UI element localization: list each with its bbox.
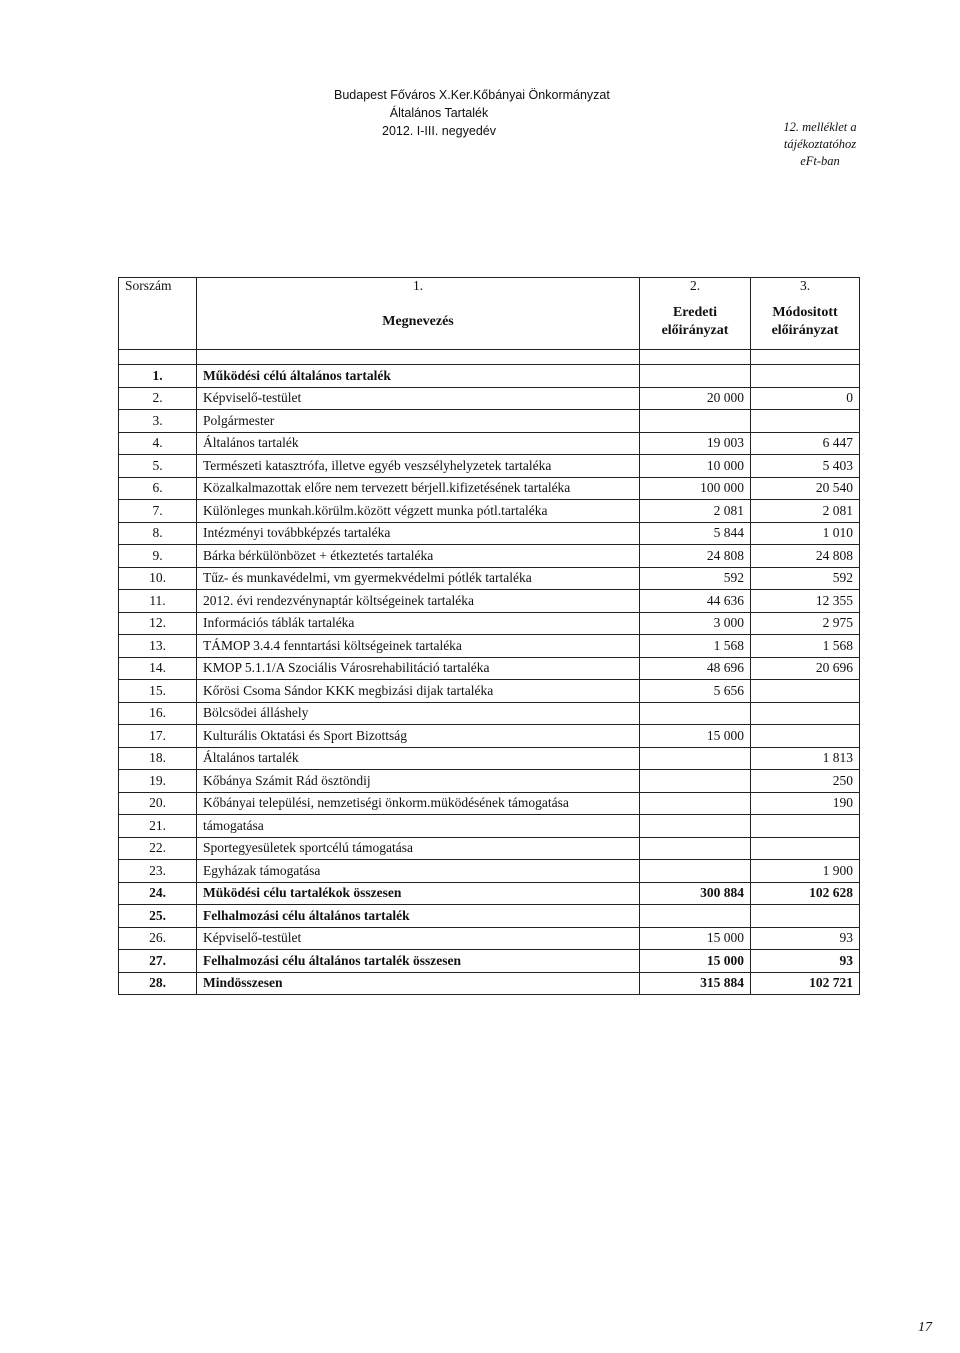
row-modified-cell: 1 900: [751, 860, 860, 883]
row-modified-cell: [751, 725, 860, 748]
row-original-cell: [640, 365, 751, 388]
col-3-number: 3.: [751, 278, 860, 295]
row-name-cell: Bárka bérkülönbözet + étkeztetés tartaléka: [197, 545, 640, 568]
table-row: [119, 387, 860, 410]
row-original-cell: [640, 837, 751, 860]
table-row: [119, 410, 860, 433]
row-number-cell: 27.: [119, 950, 197, 973]
annex-note: [770, 119, 870, 170]
col-eredeti-header: [640, 294, 751, 350]
row-number-cell: 28.: [119, 972, 197, 995]
table-row: [119, 590, 860, 613]
row-original-cell: 19 003: [640, 432, 751, 455]
row-name-cell: Különleges munkah.körülm.között végzett munka pótl.tartaléka: [197, 500, 640, 523]
row-original-cell: 15 000: [640, 927, 751, 950]
row-name-cell: KMOP 5.1.1/A Szociális Városrehabilitáció tartaléka: [197, 657, 640, 680]
table-row: [119, 725, 860, 748]
row-modified-cell: 592: [751, 567, 860, 590]
row-number-cell: 12.: [119, 612, 197, 635]
row-modified-cell: 190: [751, 792, 860, 815]
row-number-cell: 21.: [119, 815, 197, 838]
row-modified-cell: 250: [751, 770, 860, 793]
table-row: [119, 950, 860, 973]
table-row: [119, 792, 860, 815]
col-1-number: 1.: [197, 278, 640, 295]
row-number-cell: 9.: [119, 545, 197, 568]
row-modified-cell: 20 540: [751, 477, 860, 500]
row-number-cell: 8.: [119, 522, 197, 545]
row-number-cell: 1.: [119, 365, 197, 388]
row-number-cell: 19.: [119, 770, 197, 793]
row-number-cell: 25.: [119, 905, 197, 928]
row-name-cell: Polgármester: [197, 410, 640, 433]
table-row: [119, 815, 860, 838]
row-modified-cell: [751, 905, 860, 928]
row-modified-cell: 6 447: [751, 432, 860, 455]
row-number-cell: 24.: [119, 882, 197, 905]
row-name-cell: Természeti katasztrófa, illetve egyéb veszsélyhelyzetek tartaléka: [197, 455, 640, 478]
row-original-cell: 2 081: [640, 500, 751, 523]
table-spacer-row: [119, 350, 860, 365]
row-name-cell: Felhalmozási célu általános tartalék: [197, 905, 640, 928]
row-original-cell: 3 000: [640, 612, 751, 635]
header-line-period: 2012. I-III. negyedév: [382, 124, 496, 138]
row-name-cell: Sportegyesületek sportcélú támogatása: [197, 837, 640, 860]
row-original-cell: [640, 905, 751, 928]
row-number-cell: 7.: [119, 500, 197, 523]
document-header: [334, 86, 610, 140]
row-original-cell: 100 000: [640, 477, 751, 500]
row-modified-cell: 2 081: [751, 500, 860, 523]
row-original-cell: 15 000: [640, 725, 751, 748]
row-name-cell: Általános tartalék: [197, 432, 640, 455]
col-modositott-label-b: előirányzat: [771, 322, 839, 338]
row-original-cell: 1 568: [640, 635, 751, 658]
row-original-cell: 300 884: [640, 882, 751, 905]
row-original-cell: [640, 747, 751, 770]
row-number-cell: 10.: [119, 567, 197, 590]
row-name-cell: TÁMOP 3.4.4 fenntartási költségeinek tartaléka: [197, 635, 640, 658]
table-row: [119, 612, 860, 635]
row-number-cell: 15.: [119, 680, 197, 703]
row-name-cell: Intézményi továbbképzés tartaléka: [197, 522, 640, 545]
row-number-cell: 14.: [119, 657, 197, 680]
table-row: [119, 680, 860, 703]
row-name-cell: Müködési célu tartalékok összesen: [197, 882, 640, 905]
row-original-cell: [640, 702, 751, 725]
table-row: [119, 882, 860, 905]
col-modositott-label-a: Módositott: [772, 304, 838, 320]
table-row: [119, 770, 860, 793]
row-original-cell: [640, 792, 751, 815]
row-name-cell: Kőrösi Csoma Sándor KKK megbizási dijak tartaléka: [197, 680, 640, 703]
row-number-cell: 5.: [119, 455, 197, 478]
row-modified-cell: 2 975: [751, 612, 860, 635]
row-modified-cell: 102 721: [751, 972, 860, 995]
table-body: [119, 350, 860, 995]
row-original-cell: 592: [640, 567, 751, 590]
table-row: [119, 702, 860, 725]
row-name-cell: Kulturális Oktatási és Sport Bizottság: [197, 725, 640, 748]
row-name-cell: 2012. évi rendezvénynaptár költségeinek tartaléka: [197, 590, 640, 613]
table-row: [119, 927, 860, 950]
col-eredeti-label-b: előirányzat: [661, 322, 729, 338]
col-sorszam-header: Sorszám: [119, 278, 197, 295]
row-name-cell: Bölcsödei álláshely: [197, 702, 640, 725]
table-row: [119, 635, 860, 658]
col-modositott-header: [751, 294, 860, 350]
row-name-cell: Kőbánya Számit Rád ösztöndij: [197, 770, 640, 793]
row-original-cell: [640, 815, 751, 838]
row-number-cell: 18.: [119, 747, 197, 770]
row-original-cell: 5 656: [640, 680, 751, 703]
table-row: [119, 837, 860, 860]
row-number-cell: 23.: [119, 860, 197, 883]
row-original-cell: 10 000: [640, 455, 751, 478]
row-original-cell: [640, 770, 751, 793]
row-modified-cell: 24 808: [751, 545, 860, 568]
row-name-cell: Kőbányai települési, nemzetiségi önkorm.müködésének támogatása: [197, 792, 640, 815]
row-name-cell: Képviselő-testület: [197, 387, 640, 410]
table-row: [119, 500, 860, 523]
row-number-cell: 3.: [119, 410, 197, 433]
row-name-cell: Egyházak támogatása: [197, 860, 640, 883]
table-row: [119, 860, 860, 883]
row-name-cell: Tűz- és munkavédelmi, vm gyermekvédelmi pótlék tartaléka: [197, 567, 640, 590]
annex-note-line1: 12. melléklet a: [783, 120, 857, 134]
row-original-cell: 5 844: [640, 522, 751, 545]
row-number-cell: 26.: [119, 927, 197, 950]
row-modified-cell: [751, 410, 860, 433]
row-number-cell: 6.: [119, 477, 197, 500]
annex-note-unit: eFt-ban: [800, 154, 840, 168]
table-row: [119, 657, 860, 680]
row-number-cell: 13.: [119, 635, 197, 658]
row-original-cell: 20 000: [640, 387, 751, 410]
row-name-cell: Mindösszesen: [197, 972, 640, 995]
table-header-row-labels: [119, 294, 860, 350]
row-original-cell: 48 696: [640, 657, 751, 680]
col-sorszam-blank: [119, 294, 197, 350]
row-name-cell: Felhalmozási célu általános tartalék összesen: [197, 950, 640, 973]
row-name-cell: Működési célú általános tartalék: [197, 365, 640, 388]
table-row: [119, 455, 860, 478]
row-modified-cell: [751, 837, 860, 860]
row-name-cell: Közalkalmazottak előre nem tervezett bérjell.kifizetésének tartaléka: [197, 477, 640, 500]
row-modified-cell: 93: [751, 950, 860, 973]
page-mark: 17: [918, 1320, 932, 1335]
table-row: [119, 365, 860, 388]
row-name-cell: Általános tartalék: [197, 747, 640, 770]
row-modified-cell: 12 355: [751, 590, 860, 613]
row-original-cell: 24 808: [640, 545, 751, 568]
row-number-cell: 20.: [119, 792, 197, 815]
table-row: [119, 972, 860, 995]
annex-note-line2: tájékoztatóhoz: [783, 137, 857, 151]
row-name-cell: támogatása: [197, 815, 640, 838]
table-row: [119, 477, 860, 500]
row-modified-cell: 102 628: [751, 882, 860, 905]
table-row: [119, 432, 860, 455]
col-megnevezes-header: Megnevezés: [197, 294, 640, 350]
row-original-cell: 315 884: [640, 972, 751, 995]
row-modified-cell: 0: [751, 387, 860, 410]
row-number-cell: 11.: [119, 590, 197, 613]
row-original-cell: [640, 410, 751, 433]
row-number-cell: 4.: [119, 432, 197, 455]
row-modified-cell: [751, 680, 860, 703]
col-eredeti-label-a: Eredeti: [672, 304, 718, 320]
col-2-number: 2.: [640, 278, 751, 295]
table-row: [119, 747, 860, 770]
header-line-municipality: Budapest Főváros X.Ker.Kőbányai Önkormányzat: [334, 88, 610, 102]
row-modified-cell: [751, 702, 860, 725]
table-row: [119, 905, 860, 928]
row-number-cell: 16.: [119, 702, 197, 725]
row-modified-cell: [751, 365, 860, 388]
table-row: [119, 522, 860, 545]
row-modified-cell: 1 010: [751, 522, 860, 545]
row-original-cell: 44 636: [640, 590, 751, 613]
row-number-cell: 17.: [119, 725, 197, 748]
row-original-cell: 15 000: [640, 950, 751, 973]
row-number-cell: 22.: [119, 837, 197, 860]
row-modified-cell: 1 568: [751, 635, 860, 658]
header-line-reserve: Általános Tartalék: [389, 106, 489, 120]
row-modified-cell: [751, 815, 860, 838]
row-original-cell: [640, 860, 751, 883]
row-modified-cell: 1 813: [751, 747, 860, 770]
reserve-table: [118, 277, 860, 995]
table-row: [119, 545, 860, 568]
row-modified-cell: 20 696: [751, 657, 860, 680]
row-modified-cell: 93: [751, 927, 860, 950]
row-name-cell: Képviselő-testület: [197, 927, 640, 950]
table-header-row-numbers: [119, 278, 860, 295]
table-row: [119, 567, 860, 590]
row-name-cell: Információs táblák tartaléka: [197, 612, 640, 635]
row-modified-cell: 5 403: [751, 455, 860, 478]
row-number-cell: 2.: [119, 387, 197, 410]
